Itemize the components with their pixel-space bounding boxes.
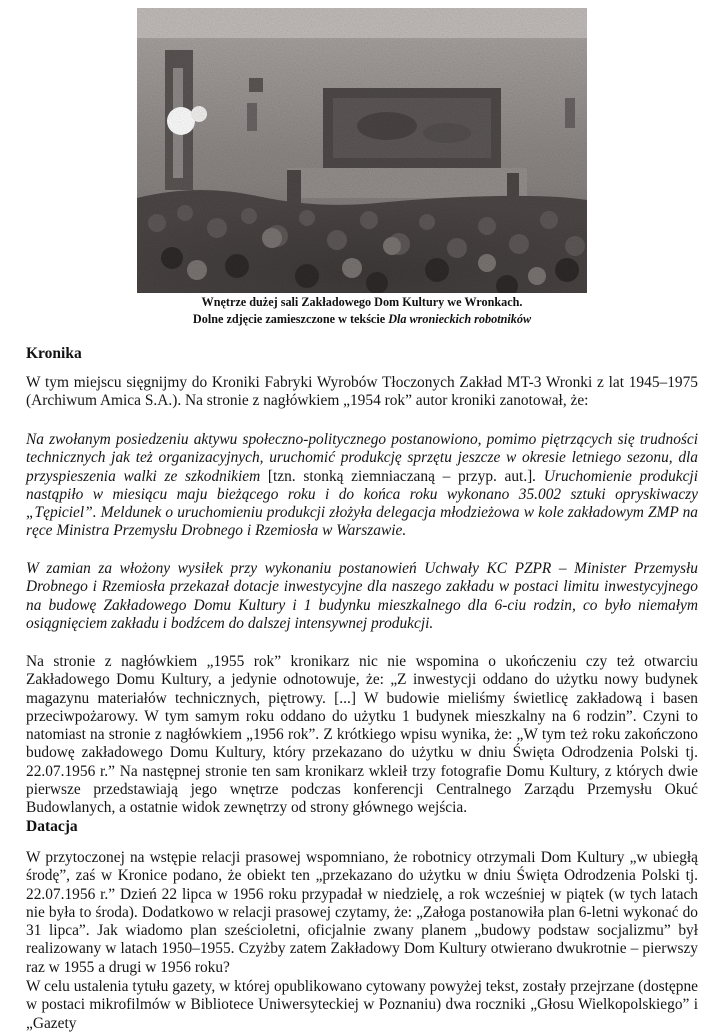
- photo-image-icon: [137, 8, 587, 293]
- photo-caption: [0, 294, 724, 327]
- section-heading-datacja: Datacja: [26, 818, 78, 835]
- section-heading-kronika: Kronika: [26, 345, 82, 362]
- chronicle-quote-2: W zamian za włożony wysiłek przy wykonaniu postanowień Uchwały KC PZPR – Minister Przemysłu Drobnego i Rzemiosła przekazał dotacje inwestycyjne dla naszego zakładu w postaci limitu inwestycyjnego na budowę Zakładowego Domu Kultury i 1 budynku mieszkalnego dla 6-ciu rodzin, co było niemałym osiągnięciem zakładu i bodźcem do dalszej intensywnej produkcji.: [26, 560, 698, 632]
- datacja-paragraph-1: W przytoczonej na wstępie relacji prasowej wspomniano, że robotnicy otrzymali Dom Kultury „w ubiegłą środę”, zaś w Kronice podano, że obiekt ten „przekazano do użytku w dniu Święta Odrodzenia Polski tj. 22.07.1956 r.” Dzień 22 lipca w 1956 roku przypadał w niedzielę, a rok wcześniej w piątek (w tych latach nie była to środa). Dodatkowo w relacji prasowej czytamy, że: „Załoga postanowiła plan 6-letni wykonać do 31 lipca”. Jak wiadomo plan sześcioletni, oficjalnie zwany planem „budowy podstaw socjalizmu” był realizowany w latach 1950–1955. Czyżby zatem Zakładowy Dom Kultury otwierano dwukrotnie – pierwszy raz w 1955 a drugi w 1956 roku?: [26, 849, 698, 976]
- caption-line-2: [0, 311, 724, 328]
- caption-line-2-text: Dolne zdjęcie zamieszczone w tekście: [192, 311, 389, 326]
- hall-interior-photo: [137, 8, 587, 293]
- kronika-paragraph-1: W tym miejscu sięgnijmy do Kroniki Fabryki Wyrobów Tłoczonych Zakład MT-3 Wronki z lat 1945–1975 (Archiwum Amica S.A.). Na stronie z nagłówkiem „1954 rok” autor kroniki zanotował, że:: [26, 374, 698, 410]
- author-note: [tzn. stonką ziemniaczaną – przyp. aut.]: [267, 467, 533, 485]
- chronicle-quote-1-part-a: Na zwołanym posiedzeniu aktywu społeczno-politycznego postanowiono, pomimo piętrzących się trudności technicznych jak też organizacyjnych, uruchomić produkcję sprzętu jeszcze w okresie letniego sezonu, dla przyspieszenia walki ze szkodnikiem: [26, 431, 698, 485]
- datacja-paragraph-2: W celu ustalenia tytułu gazety, w której opublikowano cytowany powyżej tekst, zostały przejrzane (dostępne w postaci mikrofilmów w Bibliotece Uniwersyteckiej w Poznaniu) dwa roczniki „Głosu Wielkopolskiego” i „Gazety: [26, 978, 698, 1032]
- caption-line-1: Wnętrze dużej sali Zakładowego Dom Kultury we Wronkach.: [201, 295, 523, 309]
- caption-article-title: Dla wronieckich robotników: [388, 311, 532, 326]
- chronicle-quote-1-part-b: . Uruchomienie produkcji nastąpiło w miesiącu maju bieżącego roku i do końca roku wykonano 35.002 sztuki opryskiwaczy „Tępiciel”. Meldunek o uruchomieniu produkcji złożyła delegacja młodzieżowa w kole zakładowym ZMP na ręce Ministra Przemysłu Drobnego i Rzemiosła w Warszawie.: [26, 467, 698, 540]
- chronicle-quote-1: [26, 431, 698, 541]
- kronika-paragraph-3: Na stronie z nagłówkiem „1955 rok” kronikarz nic nie wspomina o ukończeniu czy też otwarciu Zakładowego Domu Kultury, a jedynie odnotowuje, że: „Z inwestycji oddano do użytku nowy budynek magazynu materiałów technicznych, piętrowy. [...] W budowie mieliśmy świetlicę zakładową i basen przeciwpożarowy. W tym samym roku oddano do użytku 1 budynek mieszkalny na 6 rodzin”. Czyni to natomiast na stronie z nagłówkiem „1956 rok”. Z krótkiego wpisu wynika, że: „W tym też roku zakończono budowę zakładowego Domu Kultury, który przekazano do użytku w dniu Święta Odrodzenia Polski tj. 22.07.1956 r.” Na następnej stronie ten sam kronikarz wkleił trzy fotografie Domu Kultury, z których dwie pierwsze przedstawiają jego wnętrze podczas konferencji Centralnego Zarządu Przemysłu Okuć Budowlanych, a ostatnie widok zewnętrzy od strony głównego wejścia.: [26, 653, 698, 817]
